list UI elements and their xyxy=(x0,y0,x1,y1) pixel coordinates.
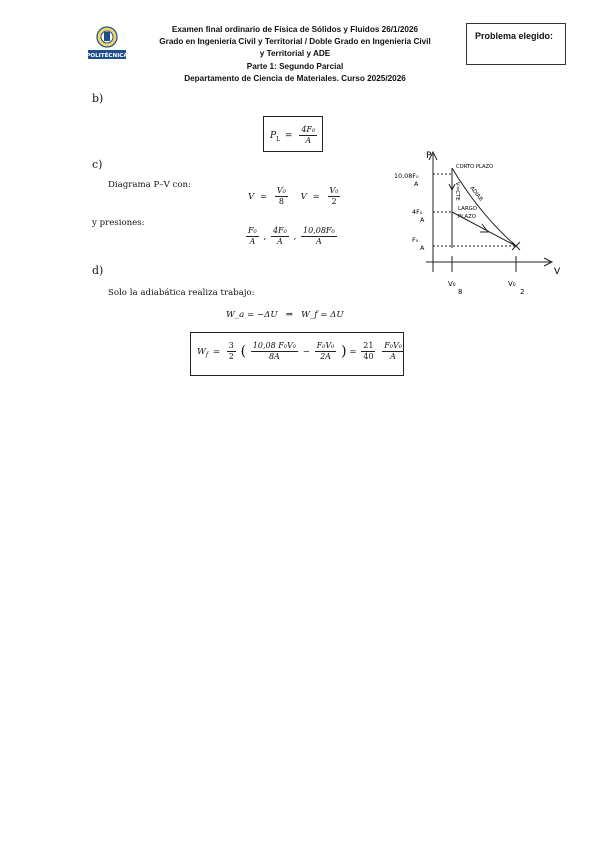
eq-lhs-sub: L xyxy=(276,135,281,143)
chosen-problem-box[interactable] xyxy=(466,23,566,65)
largo-label-1: LARGO xyxy=(458,206,477,212)
header-line-4: Parte 1: Segundo Parcial xyxy=(246,61,344,71)
pressures-label: y presiones: xyxy=(92,218,145,228)
t1-den: 8A xyxy=(268,352,280,361)
v2-num: V₀ xyxy=(329,186,339,195)
v2-den: 2 xyxy=(331,197,337,206)
volume-values: V = $\frac{\text{V₀}}{8}$ V = $\frac{\text{V₀}}{2}$ xyxy=(248,186,339,206)
p-low-den: A xyxy=(420,244,425,252)
section-d-intro: Solo la adiabática realiza trabajo: xyxy=(108,288,255,298)
p-axis-label: P xyxy=(426,151,432,161)
section-b-result-box xyxy=(263,116,323,152)
exam-header xyxy=(140,24,450,85)
section-c-label: c) xyxy=(92,158,103,171)
pv-diagram xyxy=(392,148,568,298)
header-line-5: Departamento de Ciencia de Materiales. Curso 2025/2026 xyxy=(184,73,406,83)
section-d-eq1: W_a = −ΔU ⇒ W_f = ΔU xyxy=(226,310,344,320)
p1-num: F₀ xyxy=(248,226,257,235)
logo-text: POLITÉCNICA xyxy=(86,53,128,59)
adiab-label: ADIAB xyxy=(468,185,484,203)
v-right-den: 2 xyxy=(520,288,525,296)
p2-den: A xyxy=(277,237,283,246)
v-right-label: V₀ xyxy=(508,280,516,288)
upm-logo xyxy=(86,24,128,62)
v-cte-label: V=CTE xyxy=(454,182,460,201)
header-line-2: Grado en Ingeniería Civil y Territorial / Doble Grado en Ingeniería Civil xyxy=(159,37,431,47)
section-b-equation: $P_L$ = $\frac{\text{4F₀}}{A}$ xyxy=(270,125,316,145)
section-c-intro: Diagrama P–V con: xyxy=(108,180,191,190)
r2-num: F₀V₀ xyxy=(384,341,402,350)
v-left-label: V₀ xyxy=(448,280,456,288)
section-d-result-box xyxy=(190,332,404,376)
p-low-label: F₀ xyxy=(412,236,419,244)
r-num: 21 xyxy=(363,341,374,350)
p2-num: 4F₀ xyxy=(272,226,287,235)
coef-num: 3 xyxy=(228,341,234,350)
final-lhs: W xyxy=(197,347,206,357)
r2-den: A xyxy=(390,352,396,361)
corto-plazo-label: CORTO PLAZO xyxy=(456,164,494,170)
pressure-values: $\frac{\text{F₀}}{A}$ , $\frac{\text{4F₀}}{A}$ , $\frac{\text{10,08F₀}}{A}$ xyxy=(248,226,335,246)
eq-den: A xyxy=(305,136,312,145)
p-mid-label: 4F₀ xyxy=(412,208,423,216)
header-line-3: y Territorial y ADE xyxy=(259,49,331,59)
largo-label-2: PLAZO xyxy=(458,214,477,220)
p3-den: A xyxy=(315,237,322,246)
r-den: 40 xyxy=(363,352,374,361)
t2-num: F₀V₀ xyxy=(316,341,335,350)
final-lhs-sub: f xyxy=(205,351,209,359)
final-equation: $W_f$ = $\frac{3}{2}$ ( $\frac{\text{10,08 F₀V₀}}{8A}$ − $\frac{\text{F₀V₀}}{2A}$ ) = $\frac{21}{40}$ $\frac{\text{F₀V₀}}{A}$ xyxy=(197,341,402,361)
p-mid-den: A xyxy=(420,216,425,224)
p3-num: 10,08F₀ xyxy=(303,226,335,235)
p-top-label: 10,08F₀ xyxy=(394,172,419,180)
p1-den: A xyxy=(249,237,256,246)
v-symbol-1: V xyxy=(248,192,255,202)
eq-lhs: P xyxy=(270,131,277,141)
header-line-1: Examen final ordinario de Física de Sólidos y Fluidos 26/1/2026 xyxy=(171,25,419,34)
v-axis-label: V xyxy=(554,267,561,277)
v-left-den: 8 xyxy=(458,288,463,296)
section-d-label: d) xyxy=(92,264,104,277)
v1-num: V₀ xyxy=(276,186,286,195)
t1-num: 10,08 F₀V₀ xyxy=(252,341,296,350)
eq-num: 4F₀ xyxy=(301,125,316,134)
v-symbol-2: V xyxy=(300,192,307,202)
section-b-label: b) xyxy=(92,92,104,105)
chosen-problem-label: Problema elegido: xyxy=(475,31,554,41)
t2-den: 2A xyxy=(320,352,331,361)
p-top-den: A xyxy=(414,180,419,188)
coef-den: 2 xyxy=(228,352,234,361)
v1-den: 8 xyxy=(278,197,284,206)
